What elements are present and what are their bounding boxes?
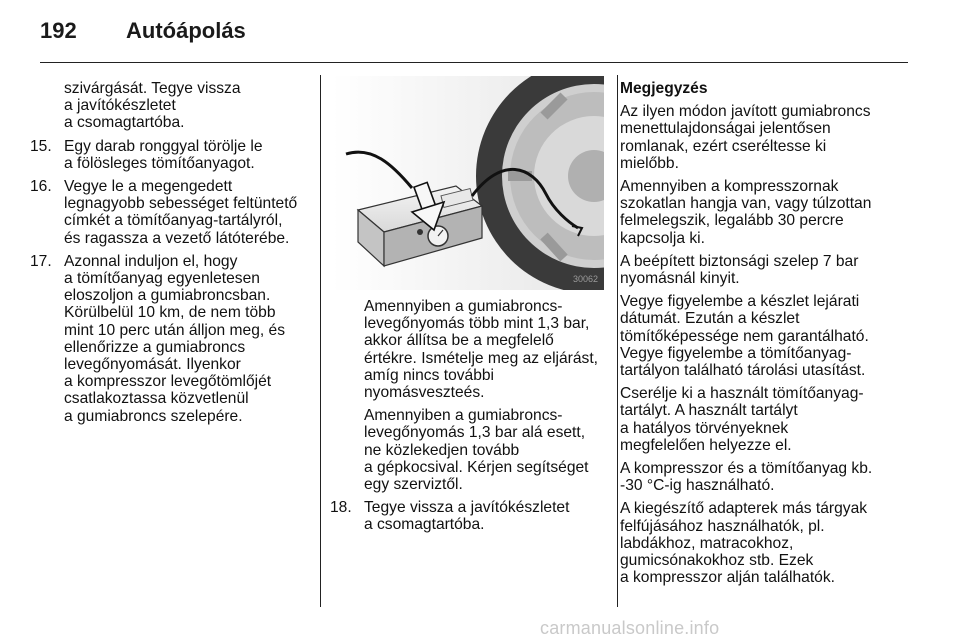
column-divider — [617, 75, 618, 607]
note-paragraph: A kiegészítő adapterek más tárgyak felfújásához használhatók, pl. labdákhoz, matracokhoz, gumicsónakokhoz stb. Ezek a kompresszor alján találhatók. — [620, 500, 868, 587]
step-text: Vegye le a megengedett legnagyobb sebességet feltüntető címkét a tömítőanyag-tartályról, és ragassza a vezető látóterébe. — [64, 178, 298, 247]
compressor-tyre-drawing — [332, 76, 604, 290]
watermark: carmanualsonline.info — [540, 618, 720, 638]
section-title: Autóápolás — [126, 18, 246, 43]
column-left — [30, 80, 312, 431]
step-17 — [30, 253, 312, 425]
note-paragraph: A beépített biztonsági szelep 7 bar nyomásnál kinyit. — [620, 252, 859, 288]
compressor-illustration — [332, 76, 604, 290]
note-paragraph: Vegye figyelembe a készlet lejárati dátumát. Ezután a készlet tömítőképessége nem garantálható. Vegye figyelembe a tömítőanyag- tartályon található tárolási utasítást. — [620, 293, 869, 380]
continuation-text: szivárgását. Tegye vissza a javítókészletet a csomagtartóba. — [64, 80, 241, 132]
column-divider — [320, 75, 321, 607]
step-15 — [30, 138, 312, 172]
step-text: Egy darab ronggyal törölje le a fölösleges tömítőanyagot. — [64, 137, 263, 172]
note-paragraph: Amennyiben a kompresszornak szokatlan hangja van, vagy túlzottan felmelegszik, legalább 30 percre kapcsolja ki. — [620, 178, 872, 247]
note-paragraph: Az ilyen módon javított gumiabroncs menettulajdonságai jelentősen romlanak, ezért cseréltesse ki mielőbb. — [620, 103, 871, 172]
step-text: Azonnal induljon el, hogy a tömítőanyag egyenletesen eloszoljon a gumiabroncsban. Körülbelül 10 km, de nem több mint 10 perc után álljon meg, és ellenőrizze a gumiabroncs levegőnyomását. Ilyenkor a kompresszor levegőtömlőjét csatlakoztassa közvetlenül a gumiabroncs szelepére. — [64, 252, 286, 425]
step-number: 16. — [30, 178, 52, 196]
step-text: Tegye vissza a javítókészletet a csomagtartóba. — [364, 499, 570, 534]
step-number: 15. — [30, 137, 52, 155]
header-rule — [40, 62, 908, 63]
page-number: 192 — [40, 18, 77, 43]
note-title: Megjegyzés — [620, 80, 708, 97]
note-paragraph: A kompresszor és a tömítőanyag kb. -30 °C-ig használható. — [620, 460, 873, 495]
step-number: 17. — [30, 252, 52, 270]
middle-body — [330, 298, 608, 493]
step-18 — [330, 499, 608, 533]
step-16 — [30, 178, 312, 247]
step-number: 18. — [330, 499, 352, 517]
column-right — [620, 80, 912, 592]
column-middle — [330, 76, 608, 540]
figure-id: 30062 — [572, 273, 598, 284]
paragraph: Amennyiben a gumiabroncs- levegőnyomás több mint 1,3 bar, akkor állítsa be a megfelelő értékre. Ismételje meg az eljárást, amíg nincs további nyomásveszteés. — [364, 298, 598, 402]
note-paragraph: Cserélje ki a használt tömítőanyag- tartályt. A használt tartályt a hatályos törvényeknek megfelelően helyezze el. — [620, 385, 864, 454]
paragraph: Amennyiben a gumiabroncs- levegőnyomás 1,3 bar alá esett, ne közlekedjen tovább a gépkocsival. Kérjen segítséget egy szerviztől. — [364, 407, 589, 494]
